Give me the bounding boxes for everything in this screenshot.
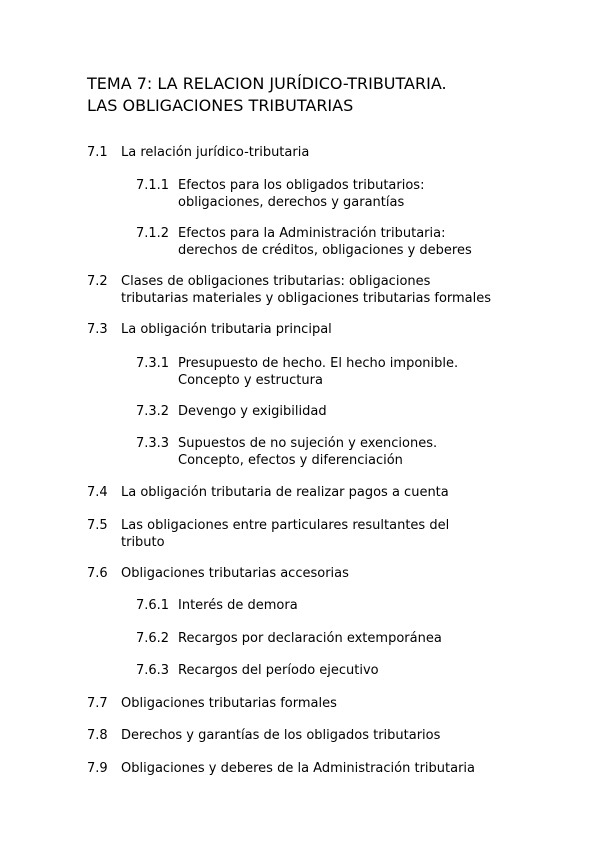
toc-number: 7.1 xyxy=(87,145,108,160)
toc-text: Obligaciones tributarias accesorias xyxy=(121,566,349,581)
page-title xyxy=(87,73,567,117)
toc-number: 7.5 xyxy=(87,518,108,533)
toc-entry-7-1 xyxy=(87,145,309,162)
toc-text: La obligación tributaria de realizar pagos a cuenta xyxy=(121,485,449,500)
toc-entry-7-6-3 xyxy=(136,663,379,680)
title-line-2: LAS OBLIGACIONES TRIBUTARIAS xyxy=(87,96,354,115)
toc-entry-7-6 xyxy=(87,566,349,583)
toc-number: 7.2 xyxy=(87,274,108,289)
toc-entry-7-1-2 xyxy=(136,226,472,259)
toc-text: Concepto y estructura xyxy=(178,372,323,388)
toc-number: 7.3 xyxy=(87,322,108,337)
toc-text: tributarias materiales y obligaciones tributarias formales xyxy=(121,290,492,306)
toc-entry-7-3-3 xyxy=(136,436,437,469)
toc-number: 7.6.2 xyxy=(136,631,170,646)
toc-entry-7-1-1 xyxy=(136,178,424,211)
toc-text: Las obligaciones entre particulares resultantes del xyxy=(121,518,450,533)
toc-number: 7.7 xyxy=(87,696,108,711)
toc-entry-7-3-1 xyxy=(136,356,458,389)
toc-text: Derechos y garantías de los obligados tributarios xyxy=(121,728,441,743)
toc-entry-7-6-2 xyxy=(136,631,442,648)
toc-entry-7-5 xyxy=(87,518,449,551)
toc-number: 7.3.2 xyxy=(136,404,170,419)
toc-text: Recargos del período ejecutivo xyxy=(178,663,379,678)
toc-text: Presupuesto de hecho. El hecho imponible. xyxy=(178,356,459,371)
toc-text: Efectos para la Administración tributaria: xyxy=(178,226,446,241)
toc-entry-7-4 xyxy=(87,485,449,502)
toc-number: 7.6 xyxy=(87,566,108,581)
toc-text: tributo xyxy=(121,534,165,550)
toc-entry-7-6-1 xyxy=(136,598,298,615)
toc-text: Recargos por declaración extemporánea xyxy=(178,631,442,646)
toc-text: Devengo y exigibilidad xyxy=(178,404,327,419)
toc-text: Concepto, efectos y diferenciación xyxy=(178,452,403,468)
toc-text: derechos de créditos, obligaciones y deberes xyxy=(178,242,472,258)
toc-entry-7-2 xyxy=(87,274,491,307)
toc-text: Clases de obligaciones tributarias: obligaciones xyxy=(121,274,431,289)
toc-number: 7.9 xyxy=(87,761,108,776)
toc-number: 7.1.1 xyxy=(136,178,170,193)
toc-number: 7.3.1 xyxy=(136,356,170,371)
toc-text: Efectos para los obligados tributarios: xyxy=(178,178,425,193)
toc-text: Obligaciones y deberes de la Administración tributaria xyxy=(121,761,476,776)
toc-number: 7.8 xyxy=(87,728,108,743)
toc-number: 7.3.3 xyxy=(136,436,170,451)
toc-entry-7-3 xyxy=(87,322,332,339)
toc-text: obligaciones, derechos y garantías xyxy=(178,194,405,210)
toc-text: La relación jurídico-tributaria xyxy=(121,145,310,160)
toc-number: 7.4 xyxy=(87,485,108,500)
toc-text: Obligaciones tributarias formales xyxy=(121,696,337,711)
toc-entry-7-9 xyxy=(87,761,475,778)
toc-entry-7-8 xyxy=(87,728,440,745)
toc-number: 7.1.2 xyxy=(136,226,170,241)
toc-number: 7.6.3 xyxy=(136,663,170,678)
toc-number: 7.6.1 xyxy=(136,598,170,613)
toc-entry-7-3-2 xyxy=(136,404,327,421)
title-line-1: TEMA 7: LA RELACION JURÍDICO-TRIBUTARIA. xyxy=(87,74,447,93)
toc-text: Interés de demora xyxy=(178,598,298,613)
toc-text: Supuestos de no sujeción y exenciones. xyxy=(178,436,438,451)
toc-entry-7-7 xyxy=(87,696,337,713)
toc-text: La obligación tributaria principal xyxy=(121,322,332,337)
